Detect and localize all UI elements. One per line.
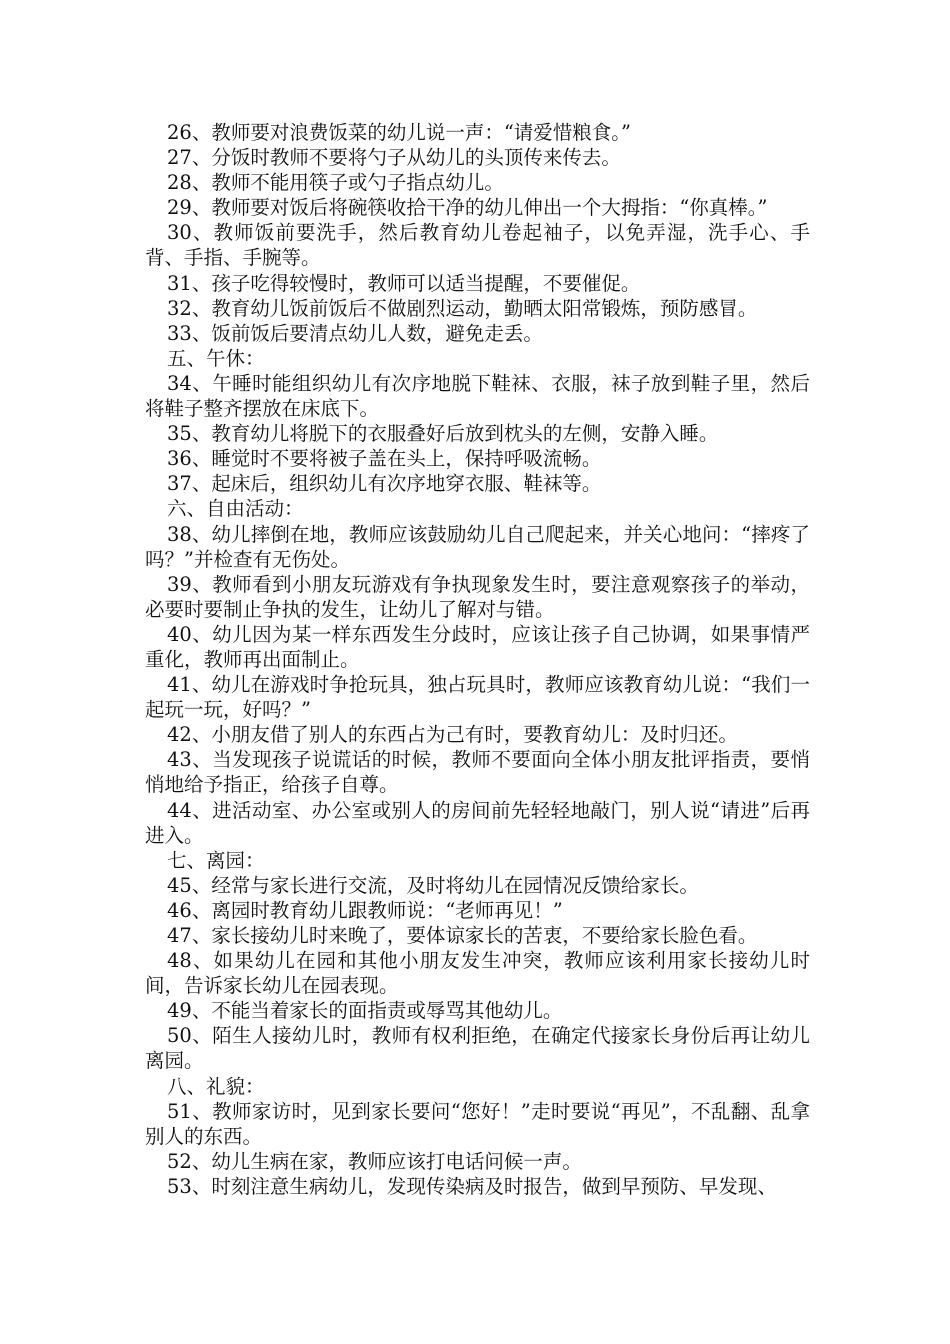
paragraph-31: 31、孩子吃得较慢时，教师可以适当提醒，不要催促。	[167, 271, 641, 295]
section-heading-nap: 五、午休：	[167, 346, 265, 370]
paragraph-29: 29、教师要对饭后将碗筷收拾干净的幼儿伸出一个大拇指：“你真棒。”	[167, 196, 768, 220]
paragraph-51: 51、教师家访时，见到家长要问“您好！”走时要说“再见”，不乱翻、乱拿别人的东西。	[145, 1099, 810, 1148]
paragraph-33: 33、饭前饭后要清点幼儿人数，避免走丢。	[167, 321, 543, 345]
paragraph-53: 53、时刻注意生病幼儿，发现传染病及时报告，做到早预防、早发现、	[167, 1174, 777, 1198]
paragraph-36: 36、睡觉时不要将被子盖在头上，保持呼吸流畅。	[167, 447, 602, 471]
paragraph-39: 39、教师看到小朋友玩游戏有争执现象发生时，要注意观察孩子的举动，必要时要制止争执的发生，让幼儿了解对与错。	[145, 572, 810, 621]
paragraph-40: 40、幼儿因为某一样东西发生分歧时，应该让孩子自己协调，如果事情严重化，教师再出面制止。	[145, 622, 810, 671]
paragraph-38: 38、幼儿摔倒在地，教师应该鼓励幼儿自己爬起来，并关心地问：“摔疼了吗？”并检查有无伤处。	[145, 522, 810, 571]
paragraph-34: 34、午睡时能组织幼儿有次序地脱下鞋袜、衣服，袜子放到鞋子里，然后将鞋子整齐摆放在床底下。	[145, 371, 810, 421]
section-heading-departure: 七、离园：	[167, 848, 265, 872]
paragraph-50: 50、陌生人接幼儿时，教师有权利拒绝，在确定代接家长身份后再让幼儿离园。	[145, 1024, 810, 1073]
paragraph-42: 42、小朋友借了别人的东西占为己有时，要教育幼儿：及时归还。	[167, 723, 738, 747]
section-heading-free-activity: 六、自由活动：	[167, 497, 304, 521]
document-page	[145, 120, 810, 1199]
paragraph-41: 41、幼儿在游戏时争抢玩具，独占玩具时，教师应该教育幼儿说：“我们一起玩一玩，好吗？”	[145, 673, 810, 722]
paragraph-32: 32、教育幼儿饭前饭后不做剧烈运动，勤晒太阳常锻炼，预防感冒。	[167, 296, 758, 320]
paragraph-45: 45、经常与家长进行交流，及时将幼儿在园情况反馈给家长。	[167, 873, 699, 897]
section-heading-manners: 八、礼貌：	[167, 1074, 265, 1098]
paragraph-46: 46、离园时教育幼儿跟教师说：“老师再见！”	[167, 898, 563, 922]
paragraph-47: 47、家长接幼儿时来晚了，要体谅家长的苦衷，不要给家长脸色看。	[167, 924, 758, 947]
paragraph-48: 48、如果幼儿在园和其他小朋友发生冲突，教师应该利用家长接幼儿时间，告诉家长幼儿在园表现。	[145, 949, 810, 998]
paragraph-35: 35、教育幼儿将脱下的衣服叠好后放到枕头的左侧，安静入睡。	[167, 422, 719, 446]
paragraph-26: 26、教师要对浪费饭菜的幼儿说一声：“请爱惜粮食。”	[167, 121, 632, 144]
paragraph-28: 28、教师不能用筷子或勺子指点幼儿。	[167, 171, 504, 195]
paragraph-27: 27、分饭时教师不要将勺子从幼儿的头顶传来传去。	[167, 146, 621, 170]
paragraph-49: 49、不能当着家长的面指责或辱骂其他幼儿。	[167, 999, 563, 1023]
paragraph-44: 44、进活动室、办公室或别人的房间前先轻轻地敲门，别人说“请进”后再进入。	[145, 798, 810, 847]
paragraph-37: 37、起床后，组织幼儿有次序地穿衣服、鞋袜等。	[167, 472, 602, 496]
paragraph-30: 30、教师饭前要洗手，然后教育幼儿卷起袖子，以免弄湿，洗手心、手背、手指、手腕等。	[145, 221, 810, 270]
paragraph-43: 43、当发现孩子说谎话的时候，教师不要面向全体小朋友批评指责，要悄悄地给予指正，给孩子自尊。	[145, 748, 810, 797]
paragraph-52: 52、幼儿生病在家，教师应该打电话问候一声。	[167, 1149, 582, 1173]
